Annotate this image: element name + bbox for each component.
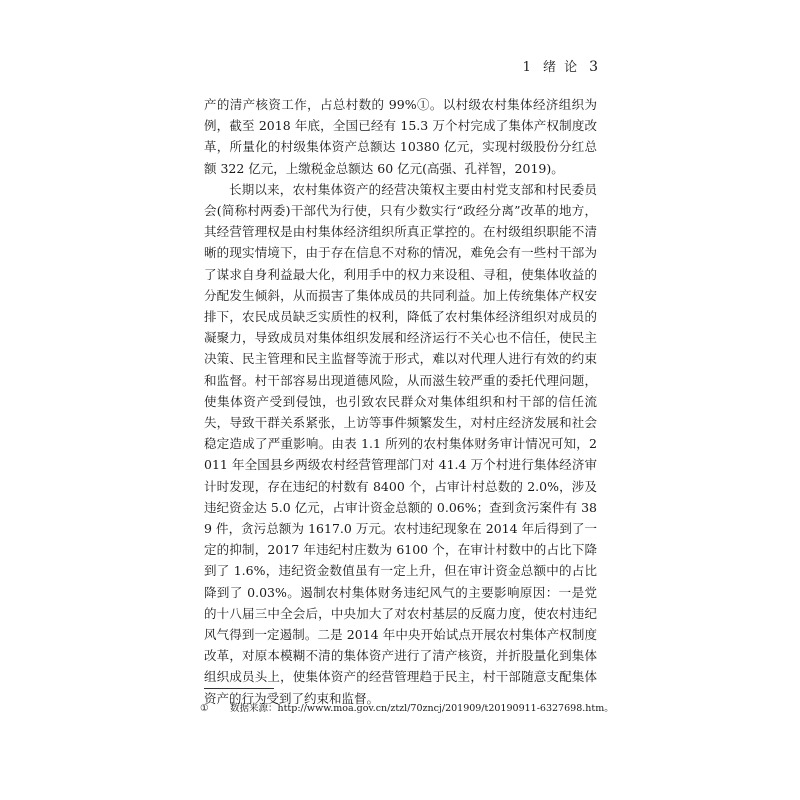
running-header (523, 56, 600, 75)
footnote-marker: ① (200, 703, 209, 714)
paragraph-continued: 产的清产核资工作，占总村数的 99%①。以村级农村集体经济组织为例，截至 2018 年底，全国已经有 15.3 万个村完成了集体产权制度改革，所量化的村级集体资产总额达 10380 亿元，实现村级股份分红总额 322 亿元，上缴税金总额达 60 亿元(高强、孔祥智，2019)。 (204, 97, 597, 176)
footnote (200, 702, 614, 716)
chapter-title: 绪 论 (542, 60, 580, 75)
footnote-divider (204, 688, 274, 689)
paragraph: 长期以来，农村集体资产的经营决策权主要由村党支部和村民委员会(简称村两委)干部代为行使，只有少数实行“政经分离”改革的地方，其经营管理权是由村集体经济组织所真正掌控的。在村级组织职能不清晰的现实情境下，由于存在信息不对称的情况，难免会有一些村干部为了谋求自身利益最大化，利用手中的权力来设租、寻租，使集体收益的分配发生倾斜，从而损害了集体成员的共同利益。加上传统集体产权安排下，农民成员缺乏实质性的权利，降低了农村集体经济组织对成员的凝聚力，导致成员对集体组织发展和经济运行不关心也不信任，使民主决策、民主管理和民主监督等流于形式，难以对代理人进行有效的约束和监督。村干部容易出现道德风险，从而滋生较严重的委托代理问题，使集体资产受到侵蚀，也引致农民群众对集体组织和村干部的信任流失，导致干群关系紧张，上访等事件频繁发生，对村庄经济发展和社会稳定造成了严重影响。由表 1.1 所列的农村集体财务审计情况可知，2011 年全国县乡两级农村经营管理部门对 41.4 万个村进行集体经济审计时发现，存在违纪的村数有 8400 个，占审计村总数的 2.0%，涉及违纪资金达 5.0 亿元，占审计资金总额的 0.06%；查到贪污案件有 389 件，贪污总额为 1617.0 万元。农村违纪现象在 2014 年后得到了一定的抑制，2017 年违纪村庄数为 6100 个，在审计村数中的占比下降到了 1.6%，违纪资金数值虽有一定上升，但在审计资金总额中的占比降到了 0.03%。遏制农村集体财务违纪风气的主要影响原因：一是党的十八届三中全会后，中央加大了对农村基层的反腐力度，使农村违纪风气得到一定遏制。二是 2014 年中央开始试点开展农村集体产权制度改革，对原本模糊不清的集体资产进行了清产核资，并折股量化到集体组织成员头上，使集体资产的经营管理趋于民主，村干部随意支配集体资产的行为受到了约束和监督。 (204, 181, 597, 706)
body-text (204, 94, 597, 709)
footnote-text: 数据来源：http://www.moa.gov.cn/ztzl/70zncj/201909/t20190911-6327698.htm。 (230, 703, 614, 714)
chapter-marker: 1 (522, 60, 533, 75)
page-number: 3 (589, 59, 600, 75)
